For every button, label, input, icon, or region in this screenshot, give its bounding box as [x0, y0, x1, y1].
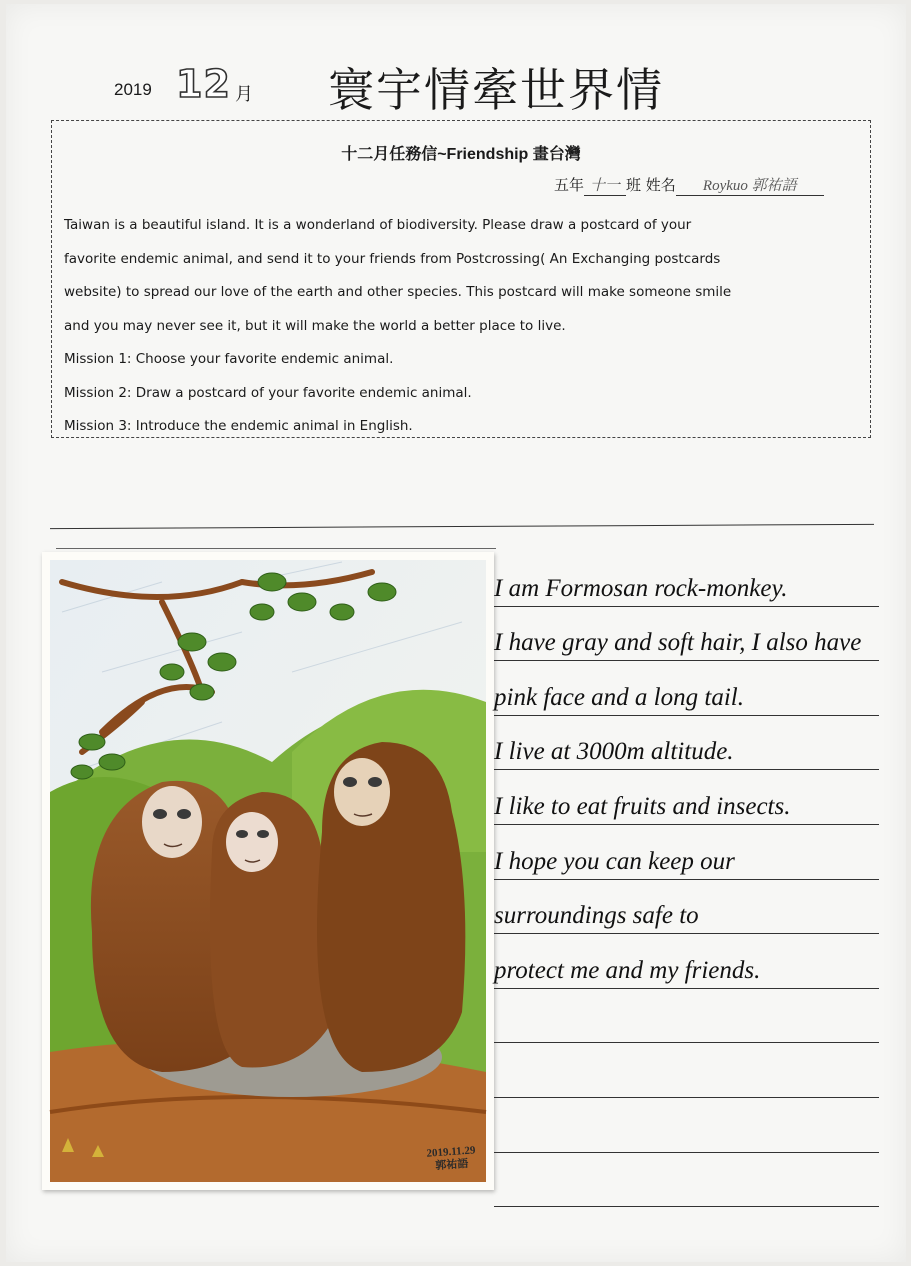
- writing-line-text: I am Formosan rock-monkey.: [494, 574, 788, 602]
- writing-line: [494, 716, 879, 771]
- writing-line: [494, 661, 879, 716]
- writing-line: [494, 825, 879, 880]
- writing-line-text: surroundings safe to: [494, 902, 699, 930]
- writing-line: [494, 1098, 879, 1153]
- mission-title: 十二月任務信~Friendship 畫台灣: [341, 146, 581, 163]
- mission-line: and you may never see it, but it will make the world a better place to live.: [64, 317, 566, 334]
- header-month-unit: 月: [235, 84, 253, 105]
- divider-rule-thin: [56, 548, 496, 549]
- writing-line: [494, 770, 879, 825]
- mission-line: Mission 3: Introduce the endemic animal in English.: [64, 418, 413, 434]
- writing-line: [494, 1043, 879, 1098]
- writing-line: [494, 607, 879, 662]
- postcard-name: 郭祐語: [435, 1157, 469, 1173]
- writing-line: [494, 989, 879, 1044]
- writing-line-text: I live at 3000m altitude.: [494, 738, 734, 766]
- worksheet-page: [6, 4, 906, 1262]
- writing-line-text: I like to eat fruits and insects.: [494, 792, 791, 820]
- class-field[interactable]: 十一: [584, 174, 626, 196]
- class-label: 班 姓名: [626, 176, 676, 194]
- monkey-illustration: [42, 552, 494, 1190]
- writing-line: [494, 934, 879, 989]
- mission-text: [64, 209, 860, 444]
- header-month: 12: [176, 62, 231, 106]
- writing-line-text: pink face and a long tail.: [494, 683, 744, 711]
- writing-line-text: I hope you can keep our: [494, 847, 735, 875]
- writing-line-text: protect me and my friends.: [494, 956, 761, 984]
- mission-line: Taiwan is a beautiful island. It is a wonderland of biodiversity. Please draw a postcard of your: [64, 217, 692, 233]
- page-title: 寰宇情牽世界情: [328, 63, 664, 117]
- writing-line-text: I have gray and soft hair, I also have: [494, 629, 862, 657]
- mission-letter-box: [51, 120, 871, 438]
- mission-line: favorite endemic animal, and send it to your friends from Postcrossing( An Exchanging postcards: [64, 250, 721, 267]
- writing-line: [494, 552, 879, 607]
- writing-line: [494, 1153, 879, 1208]
- name-field[interactable]: Roykuo 郭祐語: [676, 174, 824, 196]
- mission-line: website) to spread our love of the earth and other species. This postcard will make someone smile: [64, 284, 732, 300]
- mission-line: Mission 2: Draw a postcard of your favorite endemic animal.: [64, 384, 472, 401]
- postcard-drawing: [42, 552, 494, 1190]
- mission-line: Mission 1: Choose your favorite endemic animal.: [64, 351, 394, 367]
- postcard-date: 2019.11.29: [426, 1144, 476, 1160]
- handwritten-introduction: [494, 552, 879, 1207]
- divider-rule: [50, 524, 874, 529]
- writing-line: [494, 880, 879, 935]
- class-name-line: [554, 174, 824, 196]
- postcard-signature: [426, 1144, 477, 1173]
- grade-label: 五年: [554, 176, 585, 194]
- header-year: 2019: [114, 80, 152, 99]
